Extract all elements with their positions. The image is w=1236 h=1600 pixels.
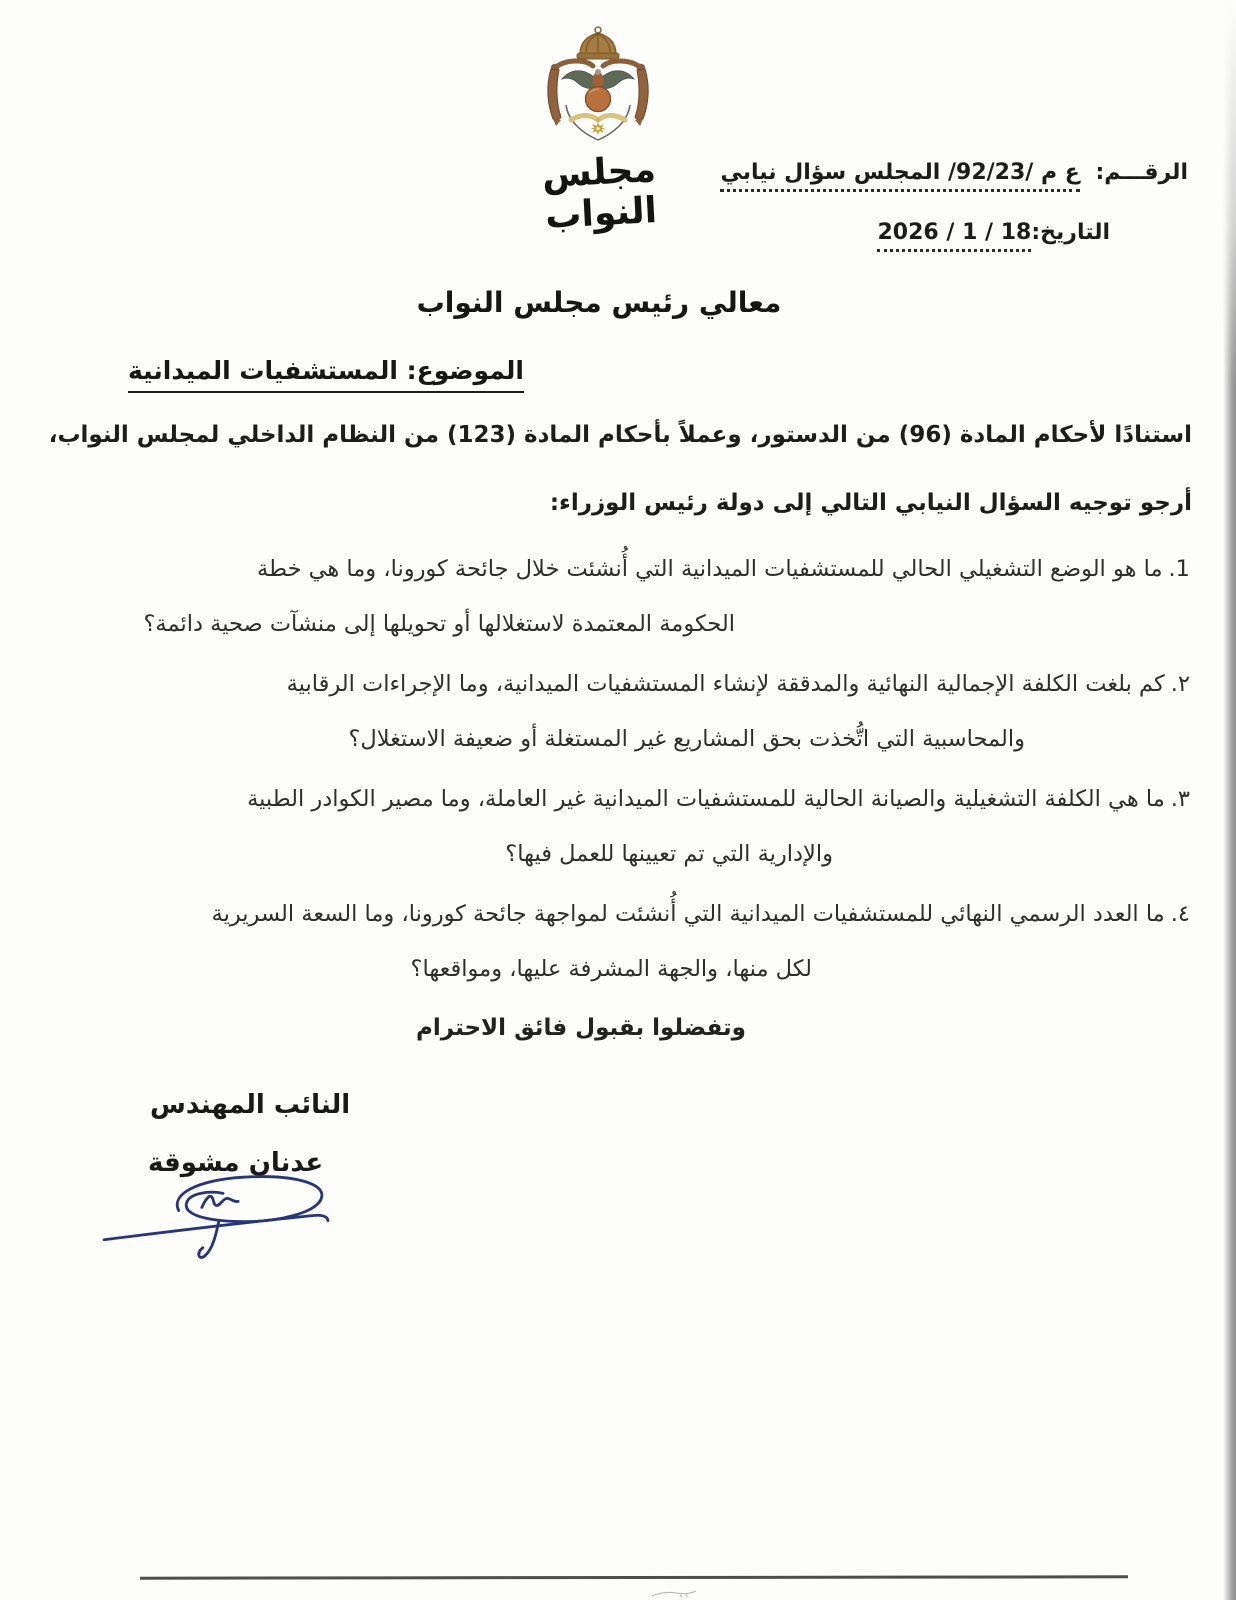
question-4 [30,897,1190,1007]
jordan-coat-of-arms-emblem [533,22,663,154]
intro-line-2: أرجو توجيه السؤال النيابي التالي إلى دولة رئيس الوزراء: [549,490,1192,516]
question-4-text: ما العدد الرسمي النهائي للمستشفيات الميدانية التي أُنشئت لمواجهة جائحة كورونا، وما السعة السريرية [211,901,1165,927]
footer-rule [140,1575,1128,1579]
subject-value: المستشفيات الميدانية [128,356,398,385]
question-4-number: ٤. [1170,901,1190,927]
question-2-line-1 [30,667,1190,722]
date-label: التاريخ: [1031,220,1110,245]
question-2-text: كم بلغت الكلفة الإجمالية النهائية والمدققة لإنشاء المستشفيات الميدانية، وما الإجراءات الرقابية [286,671,1165,697]
intro-line-1: استنادًا لأحكام المادة (96) من الدستور، وعملاً بأحكام المادة (123) من النظام الداخلي لمجلس النواب، [48,422,1192,448]
question-1-line-2: الحكومة المعتمدة لاستغلالها أو تحويلها إلى منشآت صحية دائمة؟ [143,611,735,637]
question-2 [30,667,1190,777]
question-1-number: 1. [1168,556,1190,582]
coat-of-arms-graphic [533,22,663,154]
question-3-line-2: والإدارية التي تم تعيينها للعمل فيها؟ [505,841,833,867]
reference-label: الرقـــم: [1095,160,1188,185]
reference-number-line [720,160,1188,185]
date-line [877,220,1110,245]
question-1 [30,552,1190,662]
scan-edge-shadow [1223,0,1236,1600]
closing-courtesy: وتفضلوا بقبول فائق الاحترام [416,1015,746,1041]
subject-label: الموضوع: [406,356,524,385]
question-3-text: ما هي الكلفة التشغيلية والصيانة الحالية للمستشفيات الميدانية غير العاملة، وما مصير الكوادر الطبية [247,786,1165,812]
date-value: 18 / 1 / 2026 [877,220,1031,252]
reference-value: ع م /92/23/ المجلس سؤال نيابي [720,160,1079,192]
org-name-calligraphy: مجلس النواب [541,149,658,237]
signatory-name: عدنان مشوقة [148,1148,324,1178]
question-4-line-2: لكل منها، والجهة المشرفة عليها، ومواقعها؟ [410,956,812,982]
question-1-text: ما هو الوضع التشغيلي الحالي للمستشفيات الميدانية التي أُنشئت خلال جائحة كورونا، وما هي خطة [257,556,1163,582]
signatory-title: النائب المهندس [150,1090,351,1120]
question-2-line-2: والمحاسبية التي اتُّخذت بحق المشاريع غير المستغلة أو ضعيفة الاستغلال؟ [348,726,1025,752]
smudge-graphic [650,1587,698,1599]
question-2-number: ٢. [1170,671,1190,697]
salutation: معالي رئيس مجلس النواب [416,286,782,319]
question-3-number: ٣. [1170,786,1190,812]
scan-artifact-smudge [650,1584,698,1600]
signature-graphic [100,1160,342,1266]
question-3-line-1 [30,782,1190,837]
question-1-line-1 [30,552,1190,607]
subject-line [128,356,524,393]
handwritten-signature [100,1160,342,1266]
question-4-line-1 [30,897,1190,952]
question-3 [30,782,1190,892]
